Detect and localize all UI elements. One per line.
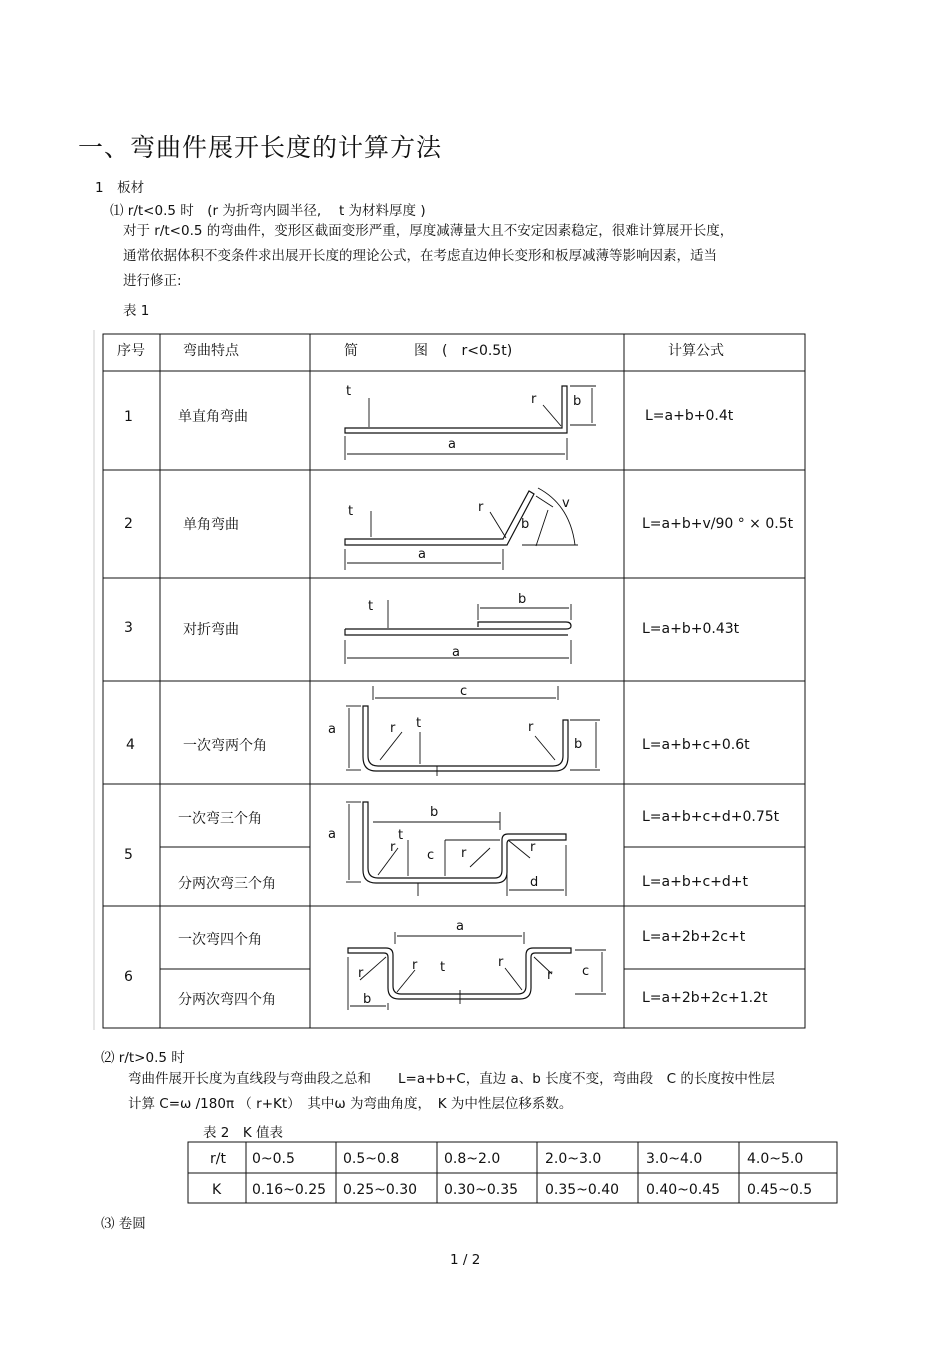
k-h6: 4.0~5.0: [747, 1151, 804, 1167]
row4-feature: 一次弯两个角: [183, 738, 267, 754]
d5-r1: r: [390, 840, 396, 855]
k-h1: 0~0.5: [252, 1151, 295, 1167]
d4-t: t: [416, 716, 422, 731]
k-r6: 0.45~0.5: [747, 1182, 813, 1198]
header-formula: 计算公式: [668, 343, 724, 359]
header-feature: 弯曲特点: [183, 343, 239, 359]
header-no: 序号: [117, 343, 145, 359]
d5-a: a: [328, 827, 336, 842]
k-r2: 0.25~0.30: [343, 1182, 418, 1198]
sub2-line-2: 计算 C=ω /180π （ r+Kt） 其中ω 为弯曲角度， K 为中性层位移系数。: [128, 1096, 573, 1112]
d2-b: b: [521, 517, 530, 532]
diagram-5: [328, 802, 566, 896]
row5-feature-a: 一次弯三个角: [178, 811, 262, 827]
row3-no: 3: [124, 620, 133, 636]
row2-formula: L=a+b+v/90 ° × 0.5t: [642, 516, 794, 532]
diagram-1: [345, 384, 596, 460]
k-r0: K: [212, 1182, 222, 1198]
row1-formula: L=a+b+0.4t: [645, 408, 734, 424]
d4-b: b: [574, 737, 583, 752]
row1-no: 1: [124, 409, 133, 425]
d6-b: b: [363, 992, 372, 1007]
d6-r2: r: [412, 958, 418, 973]
subsection-3-label: ⑶ 卷圆: [101, 1216, 146, 1232]
d2-v: v: [562, 496, 570, 511]
row2-no: 2: [124, 516, 133, 532]
d4-r1: r: [390, 721, 396, 736]
row4-no: 4: [126, 737, 135, 753]
intro-line-3: 进行修正:: [123, 273, 182, 289]
k-r3: 0.30~0.35: [444, 1182, 519, 1198]
d6-r4: r: [547, 968, 553, 983]
section-label: 1 板材: [95, 180, 145, 196]
row6-feature-a: 一次弯四个角: [178, 932, 262, 948]
diagram-6: [348, 919, 606, 1010]
d3-t: t: [368, 599, 374, 614]
diagram-2: [345, 488, 578, 570]
d1-b: b: [573, 394, 582, 409]
d6-t: t: [440, 960, 446, 975]
header-diagram: 简 图 ( r<0.5t): [344, 343, 513, 359]
d1-r: r: [531, 392, 537, 407]
row3-formula: L=a+b+0.43t: [642, 621, 740, 637]
table2-caption: 表 2 K 值表: [203, 1125, 284, 1141]
k-h5: 3.0~4.0: [646, 1151, 703, 1167]
table1-caption: 表 1: [123, 303, 150, 319]
intro-line-1: 对于 r/t<0.5 的弯曲件，变形区截面变形严重，厚度减薄量大且不安定因素稳定，很难计算展开长度，: [123, 223, 734, 239]
row2-feature: 单角弯曲: [183, 517, 239, 533]
d4-r2: r: [528, 720, 534, 735]
d6-r3: r: [498, 955, 504, 970]
d1-t: t: [346, 384, 352, 399]
d2-r: r: [478, 500, 484, 515]
d4-c: c: [460, 684, 468, 699]
k-h0: r/t: [210, 1151, 226, 1167]
diagram-3: [345, 592, 571, 664]
row5-no: 5: [124, 847, 133, 863]
k-h3: 0.8~2.0: [444, 1151, 501, 1167]
intro-line-2: 通常依据体积不变条件求出展开长度的理论公式，在考虑直边伸长变形和板厚减薄等影响因素，适当: [123, 248, 717, 264]
page-title: 一、弯曲件展开长度的计算方法: [78, 133, 443, 162]
row1-feature: 单直角弯曲: [178, 409, 248, 425]
d2-a: a: [418, 547, 426, 562]
d2-t: t: [348, 504, 354, 519]
d5-t: t: [398, 828, 404, 843]
row6-no: 6: [124, 969, 133, 985]
row6-feature-b: 分两次弯四个角: [178, 992, 276, 1008]
row3-feature: 对折弯曲: [183, 622, 239, 638]
k-r1: 0.16~0.25: [252, 1182, 327, 1198]
d3-a: a: [452, 645, 460, 660]
d5-d: d: [530, 875, 539, 890]
row6-formula-b: L=a+2b+2c+1.2t: [642, 990, 768, 1006]
d5-c: c: [427, 848, 435, 863]
d1-a: a: [448, 437, 456, 452]
sub2-line-1: 弯曲件展开长度为直线段与弯曲段之总和 L=a+b+C，直边 a、b 长度不变，弯曲段 C 的长度按中性层: [128, 1071, 775, 1087]
subsection-2-label: ⑵ r/t>0.5 时: [101, 1050, 185, 1066]
row5-formula-a: L=a+b+c+d+0.75t: [642, 809, 780, 825]
d5-b: b: [430, 805, 439, 820]
row6-formula-a: L=a+2b+2c+t: [642, 929, 746, 945]
d6-a: a: [456, 919, 464, 934]
diagram-4: [328, 684, 600, 776]
row5-feature-b: 分两次弯三个角: [178, 876, 276, 892]
k-h4: 2.0~3.0: [545, 1151, 602, 1167]
k-r4: 0.35~0.40: [545, 1182, 620, 1198]
table-grid: [94, 330, 805, 1030]
d6-c: c: [582, 964, 590, 979]
row5-formula-b: L=a+b+c+d+t: [642, 874, 748, 890]
subsection-label: ⑴ r/t<0.5 时 (r 为折弯内圆半径, t 为材料厚度 ): [110, 203, 426, 219]
page-number: 1 / 2: [450, 1252, 481, 1268]
d3-b: b: [518, 592, 527, 607]
k-r5: 0.40~0.45: [646, 1182, 721, 1198]
d4-a: a: [328, 722, 336, 737]
row4-formula: L=a+b+c+0.6t: [642, 737, 750, 753]
k-h2: 0.5~0.8: [343, 1151, 400, 1167]
d5-r2: r: [461, 846, 467, 861]
d5-r3: r: [530, 840, 536, 855]
d6-r1: r: [358, 966, 364, 981]
